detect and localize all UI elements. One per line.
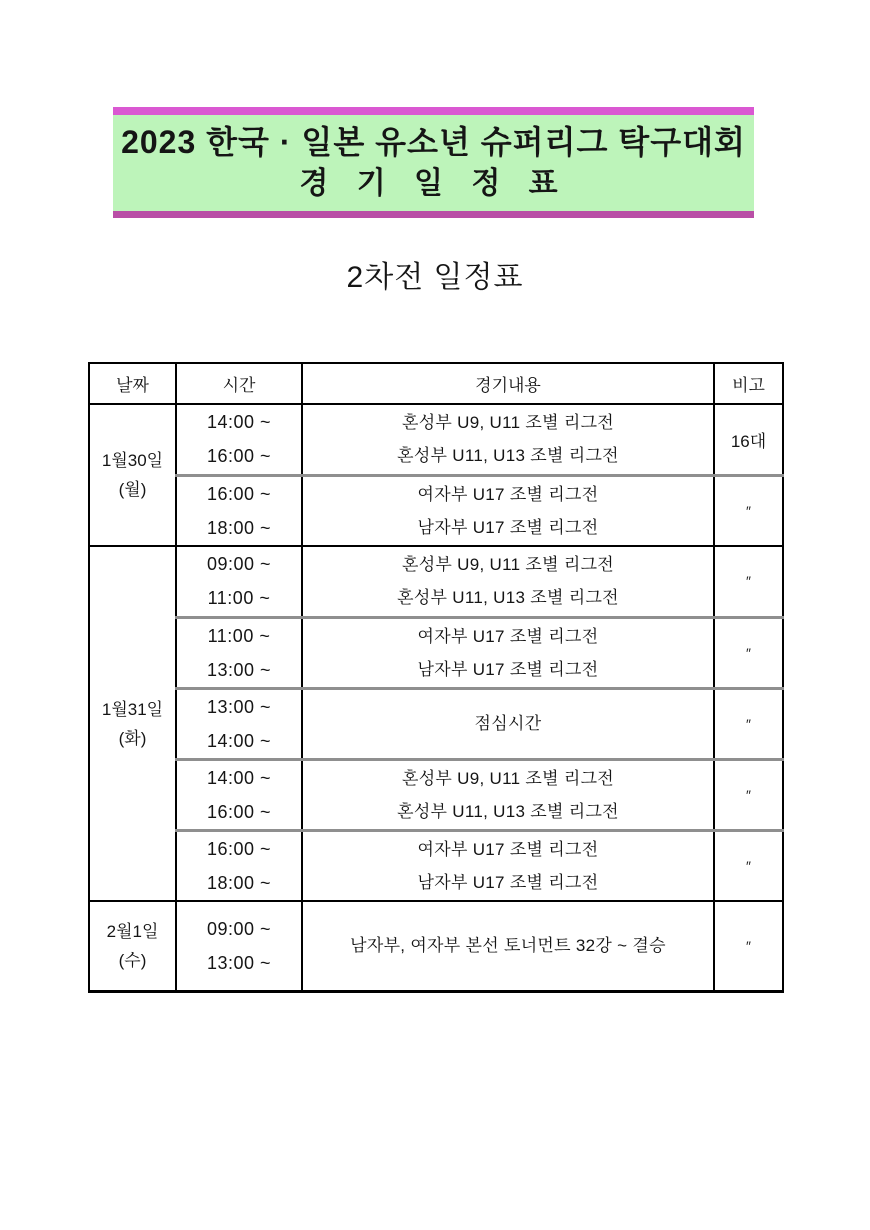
time-cell: 14:00 ~ 16:00 ~ [176, 404, 302, 475]
note-cell [714, 759, 783, 830]
content-cell: 여자부 U17 조별 리그전 남자부 U17 조별 리그전 [302, 830, 714, 901]
date-cell: 1월31일 (화) [89, 546, 176, 901]
table-row [89, 901, 783, 991]
content-cell: 남자부, 여자부 본선 토너먼트 32강 ~ 결승 [302, 901, 714, 991]
ditto-mark: ″ [746, 644, 751, 661]
note-cell [714, 830, 783, 901]
tournament-title: 2023 한국 · 일본 유소년 슈퍼리그 탁구대회 [121, 124, 746, 160]
table-row [89, 475, 783, 546]
col-header-content: 경기내용 [302, 363, 714, 404]
table-row [89, 830, 783, 901]
time-cell: 09:00 ~ 13:00 ~ [176, 901, 302, 991]
note-cell [714, 688, 783, 759]
date-cell: 1월30일 (월) [89, 404, 176, 546]
content-cell: 혼성부 U9, U11 조별 리그전 혼성부 U11, U13 조별 리그전 [302, 404, 714, 475]
time-cell: 13:00 ~ 14:00 ~ [176, 688, 302, 759]
schedule-table [88, 362, 784, 993]
time-cell: 14:00 ~ 16:00 ~ [176, 759, 302, 830]
time-cell: 11:00 ~ 13:00 ~ [176, 617, 302, 688]
col-header-note: 비고 [714, 363, 783, 404]
ditto-mark: ″ [746, 502, 751, 519]
note-cell [714, 475, 783, 546]
table-row [89, 759, 783, 830]
table-row [89, 617, 783, 688]
table-row [89, 688, 783, 759]
col-header-time: 시간 [176, 363, 302, 404]
col-header-date: 날짜 [89, 363, 176, 404]
banner-bottom-bar [113, 211, 754, 218]
table-row [89, 404, 783, 475]
ditto-mark: ″ [746, 786, 751, 803]
date-cell: 2월1일 (수) [89, 901, 176, 991]
note-cell [714, 617, 783, 688]
ditto-mark: ″ [746, 715, 751, 732]
table-row [89, 546, 783, 617]
note-cell: 16대 [714, 404, 783, 475]
content-cell: 혼성부 U9, U11 조별 리그전 혼성부 U11, U13 조별 리그전 [302, 546, 714, 617]
ditto-mark: ″ [746, 937, 751, 954]
content-cell: 혼성부 U9, U11 조별 리그전 혼성부 U11, U13 조별 리그전 [302, 759, 714, 830]
note-cell [714, 901, 783, 991]
round-subtitle: 2차전 일정표 [346, 261, 524, 294]
header-row [89, 363, 783, 404]
banner-top-bar [113, 107, 754, 115]
time-cell: 16:00 ~ 18:00 ~ [176, 830, 302, 901]
content-cell: 점심시간 [302, 688, 714, 759]
time-cell: 09:00 ~ 11:00 ~ [176, 546, 302, 617]
ditto-mark: ″ [746, 573, 751, 590]
content-cell: 여자부 U17 조별 리그전 남자부 U17 조별 리그전 [302, 617, 714, 688]
schedule-title: 경 기 일 정 표 [299, 167, 568, 200]
content-cell: 여자부 U17 조별 리그전 남자부 U17 조별 리그전 [302, 475, 714, 546]
note-cell [714, 546, 783, 617]
ditto-mark: ″ [746, 857, 751, 874]
title-banner [113, 107, 754, 218]
banner-body [113, 115, 754, 211]
time-cell: 16:00 ~ 18:00 ~ [176, 475, 302, 546]
